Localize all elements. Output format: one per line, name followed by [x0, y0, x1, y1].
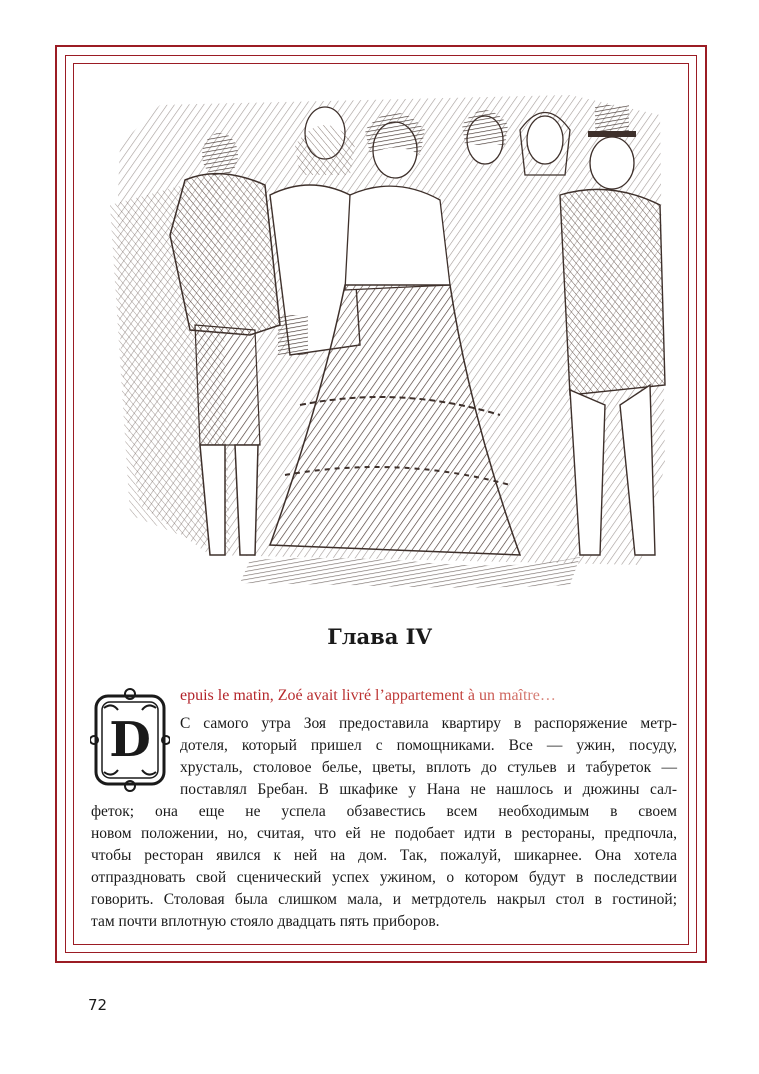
body-line: чтобы ресторан явился к ней на дом. Так, пожалуй, шикарнее. Она хотела [91, 847, 677, 864]
body-line: феток; она еще не успела обзавестись всем необходимым в своем [91, 803, 677, 820]
body-line: там почти вплотную стояло двадцать пять приборов. [91, 913, 440, 930]
etching-illustration [100, 85, 670, 605]
body-line: С самого утра Зоя предоставила квартиру в распоряжение метр- [180, 715, 677, 732]
body-line: говорить. Столовая была слишком мала, и метрдотель накрыл стол в гостиной; [91, 891, 677, 908]
french-epigraph: epuis le matin, Zoé avait livré l’appartement à un maître… [180, 687, 680, 711]
body-line: хрусталь, столовое белье, цветы, вплоть до стульев и табуреток — [180, 759, 677, 776]
drop-cap-letter: D [109, 712, 151, 768]
drop-cap-ornament [90, 688, 170, 792]
body-line: отпраздновать свой сценический успех ужином, о котором будут в последствии [91, 869, 677, 886]
page-number: 72 [88, 996, 108, 1014]
chapter-title: Глава IV [327, 624, 432, 649]
body-line: дотеля, который пришел с помощниками. Все — ужин, посуду, [180, 737, 677, 754]
body-line: новом положении, но, считая, что ей не подобает идти в рестораны, предпочла, [91, 825, 677, 842]
body-line: поставлял Бребан. В шкафике у Нана не нашлось и дюжины сал- [180, 781, 677, 798]
